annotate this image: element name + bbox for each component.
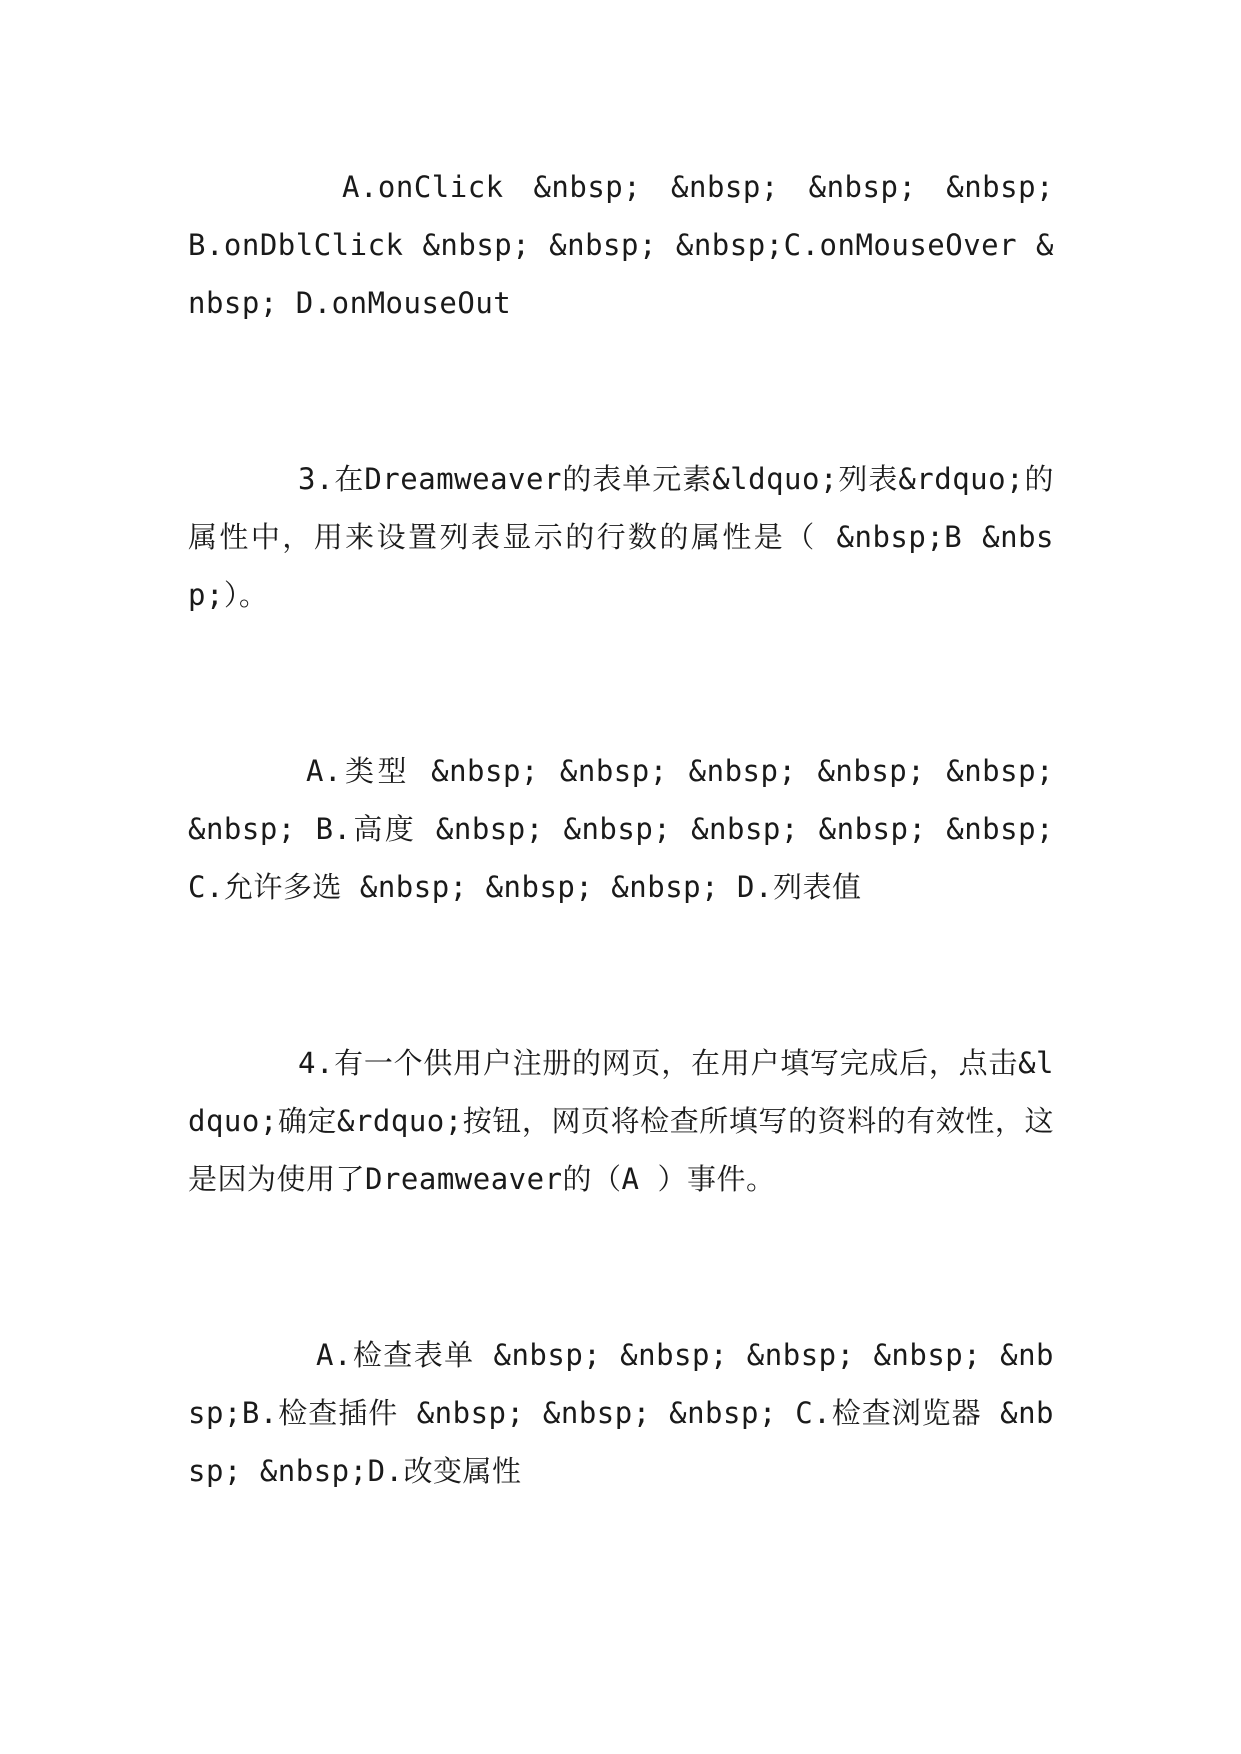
- question-4-options: A.检查表单 &nbsp; &nbsp; &nbsp; &nbsp; &nbsp;B.检查插件 &nbsp; &nbsp; &nbsp; C.检查浏览器 &nbsp; &nbsp;D.改变属性: [188, 1338, 1054, 1488]
- question-2-options: A.onClick &nbsp; &nbsp; &nbsp; &nbsp; B.onDblClick &nbsp; &nbsp; &nbsp;C.onMouseOver &nbsp; D.onMouseOut: [188, 170, 1054, 320]
- question-3-options: A.类型 &nbsp; &nbsp; &nbsp; &nbsp; &nbsp; &nbsp; B.高度 &nbsp; &nbsp; &nbsp; &nbsp; &nbsp;C.允许多选 &nbsp; &nbsp; &nbsp; D.列表值: [188, 754, 1054, 904]
- question-4-stem: 4.有一个供用户注册的网页，在用户填写完成后，点击&ldquo;确定&rdquo;按钮，网页将检查所填写的资料的有效性，这是因为使用了Dreamweaver的（A ）事件。: [188, 1046, 1054, 1196]
- question-3-stem: 3.在Dreamweaver的表单元素&ldquo;列表&rdquo;的属性中，用来设置列表显示的行数的属性是（ &nbsp;B &nbsp;）。: [188, 462, 1054, 612]
